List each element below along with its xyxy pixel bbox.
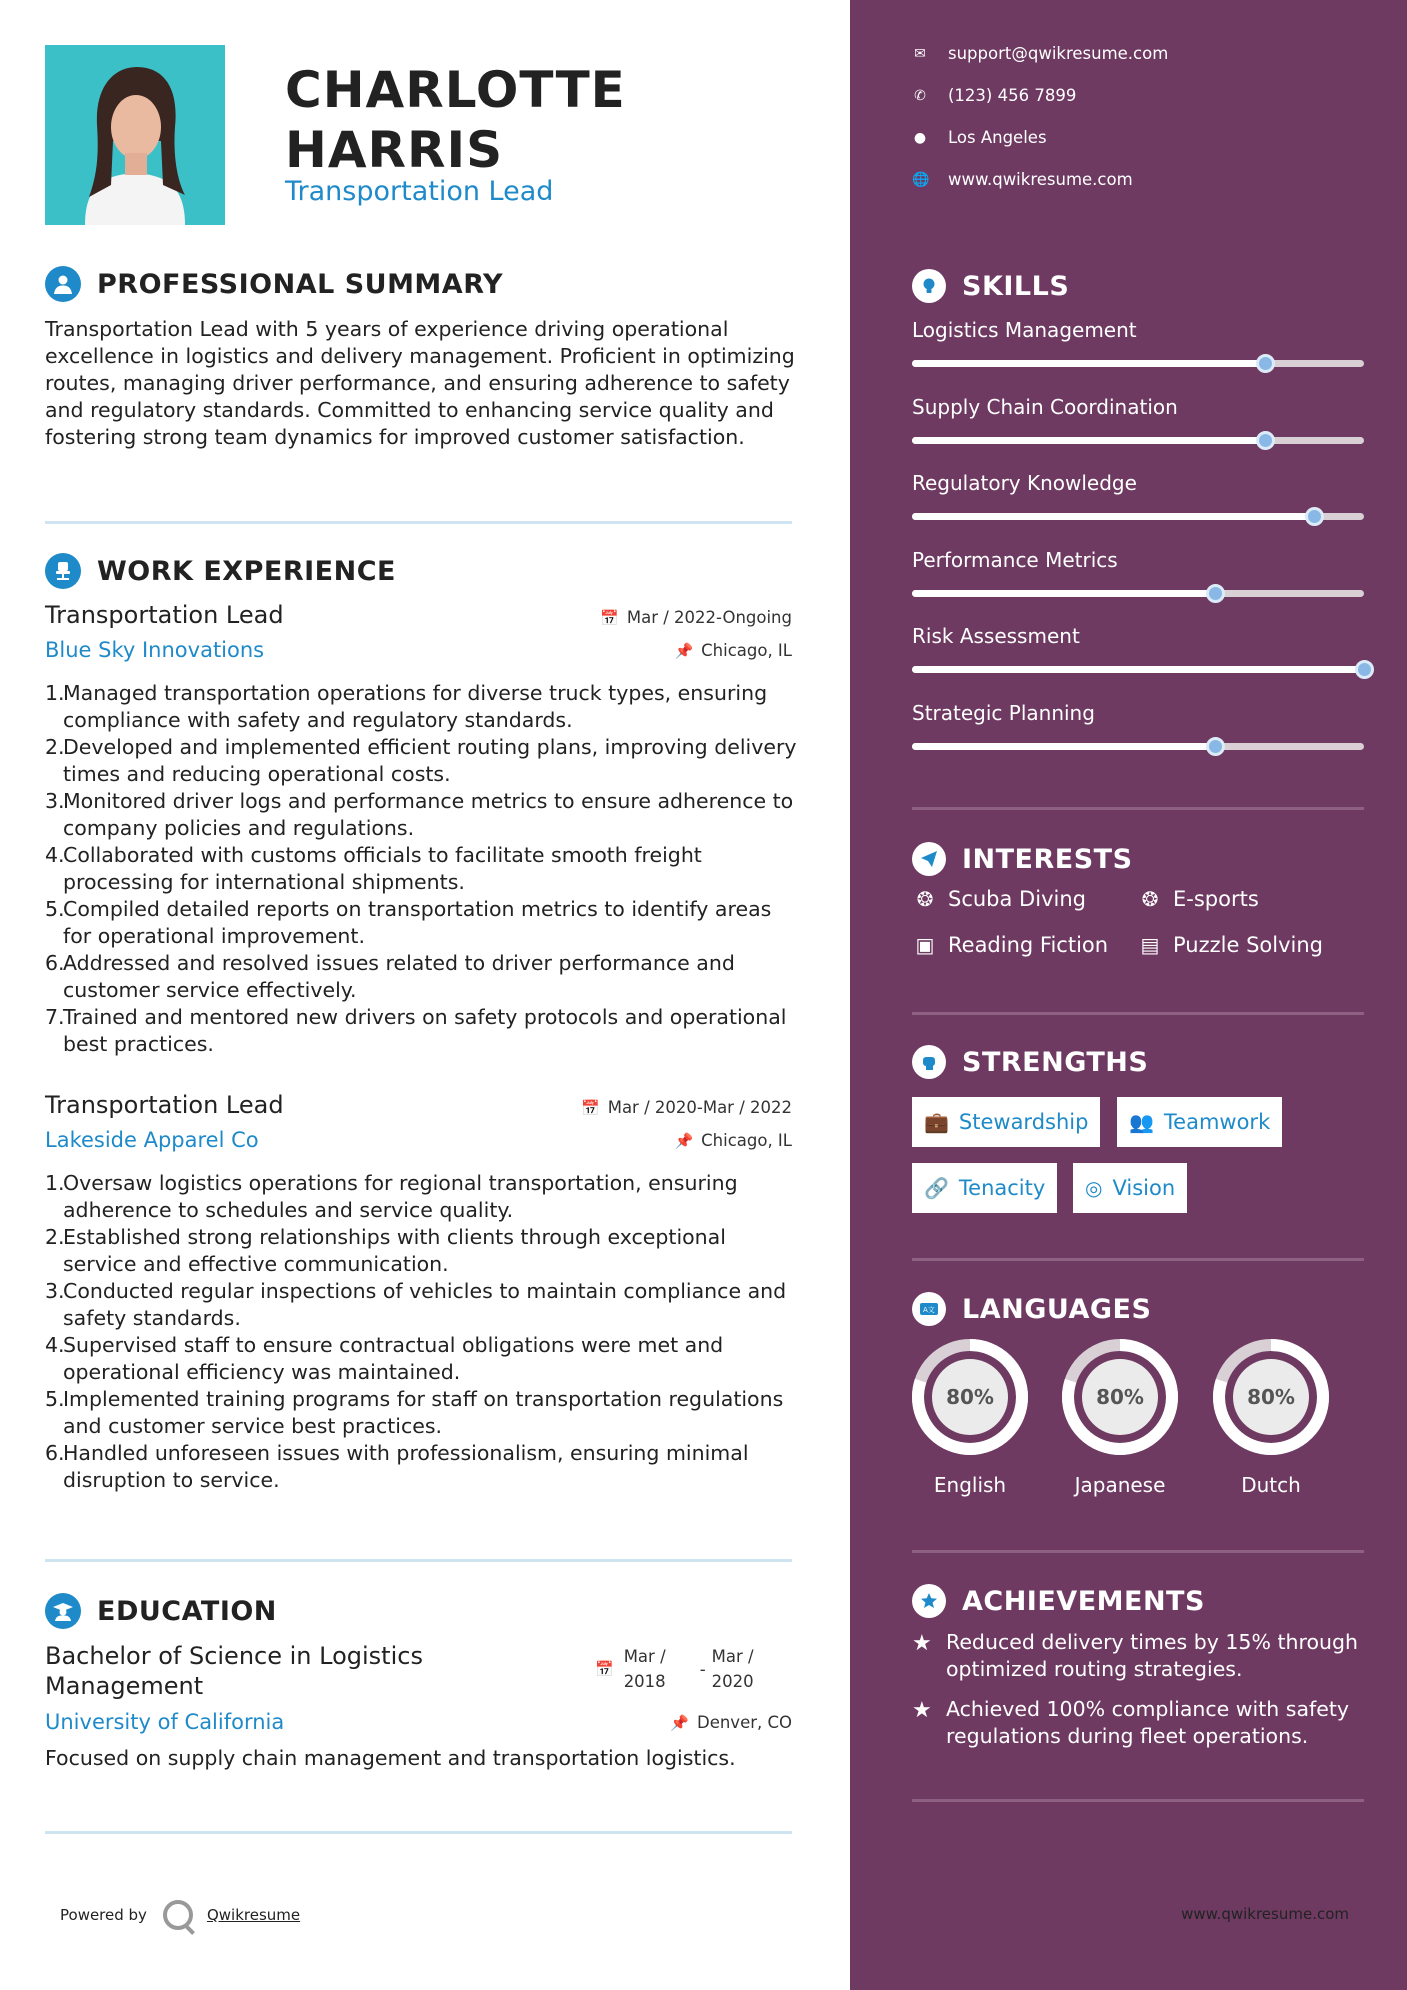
- language-item: [910, 1337, 1030, 1497]
- skill-bar-knob: [1256, 431, 1275, 450]
- language-name: Dutch: [1241, 1473, 1301, 1497]
- skills-title: SKILLS: [962, 270, 1070, 302]
- language-percent: 80%: [1247, 1385, 1295, 1409]
- strength-tag: ◎ Vision: [1073, 1163, 1187, 1213]
- education-description: Focused on supply chain management and transportation logistics.: [45, 1746, 736, 1770]
- education-title: EDUCATION: [97, 1595, 277, 1627]
- degree-line-1: Bachelor of Science in Logistics: [45, 1642, 423, 1670]
- briefcase-icon: 💼: [924, 1110, 949, 1134]
- lifebuoy-icon: ❂: [916, 887, 934, 911]
- summary-text: Transportation Lead with 5 years of experience driving operational excellence in logistics and delivery management. Proficient in optimizing routes, managing driver performance, and ensuring adherence to safety and regulatory standards. Committed to enhancing service quality and fostering strong team dynamics for improved customer satisfaction.: [45, 317, 795, 449]
- work-title: WORK EXPERIENCE: [97, 555, 396, 587]
- achievement-item: ★ Achieved 100% compliance with safety regulations during fleet operations.: [912, 1697, 1350, 1748]
- education-date: 📅 Mar / 2018 - Mar / 2020: [595, 1647, 754, 1691]
- skill-name: Regulatory Knowledge: [912, 471, 1137, 495]
- skill-bar: [912, 666, 1364, 673]
- section-divider: [45, 521, 792, 524]
- achievements-title: ACHIEVEMENTS: [962, 1585, 1205, 1617]
- pin-icon: 📌: [674, 1131, 694, 1150]
- skill-name: Risk Assessment: [912, 624, 1080, 648]
- name-line-2: HARRIS: [285, 121, 504, 179]
- strengths-title: STRENGTHS: [962, 1046, 1149, 1078]
- skill-bar-fill: [912, 513, 1314, 520]
- skill-bar-knob: [1355, 660, 1374, 679]
- binoculars-icon: ◎: [1085, 1176, 1103, 1200]
- summary-heading: [45, 266, 503, 302]
- calendar-icon: 📅: [581, 1098, 600, 1117]
- job-1-date: [600, 608, 792, 627]
- skill-bar-knob: [1206, 584, 1225, 603]
- job-2-title: Transportation Lead: [45, 1091, 284, 1119]
- skill-name: Supply Chain Coordination: [912, 395, 1178, 419]
- section-divider: [45, 1559, 792, 1562]
- profile-photo: [45, 45, 225, 225]
- list-item: 3. Monitored driver logs and performance metrics to ensure adherence to company policies and regulations.: [45, 789, 794, 840]
- star-icon: ★: [912, 1631, 932, 1656]
- skill-bar: [912, 743, 1364, 750]
- job-2-company: Lakeside Apparel Co: [45, 1128, 259, 1152]
- section-divider: [912, 1799, 1364, 1802]
- language-item: [1060, 1337, 1180, 1497]
- skill-bar-fill: [912, 590, 1215, 597]
- globe-icon: 🌐: [912, 171, 930, 188]
- users-icon: 👥: [1129, 1110, 1154, 1134]
- job-1-title: Transportation Lead: [45, 601, 284, 629]
- job-2-bullets: [45, 1170, 797, 1494]
- strength-tag: 👥 Teamwork: [1117, 1097, 1282, 1147]
- skill-bar-knob: [1206, 737, 1225, 756]
- degree-line-2: Management: [45, 1672, 204, 1700]
- star-icon: ★: [912, 1698, 932, 1723]
- list-item: 6. Handled unforeseen issues with professionalism, ensuring minimal disruption to service.: [45, 1441, 749, 1492]
- fist-icon: [912, 1045, 946, 1079]
- job-1-company: Blue Sky Innovations: [45, 638, 265, 662]
- skill-name: Strategic Planning: [912, 701, 1095, 725]
- language-percent: 80%: [946, 1385, 994, 1409]
- languages-heading: [912, 1292, 1151, 1326]
- candidate-name: [285, 60, 626, 180]
- contact-phone: ✆ (123) 456 7899: [912, 86, 1076, 105]
- qwikresume-logo-icon: [163, 1900, 193, 1930]
- book-icon: ▤: [1140, 933, 1160, 957]
- skill-bar: [912, 590, 1364, 597]
- contact-email[interactable]: ✉ support@qwikresume.com: [912, 44, 1168, 63]
- chair-icon: [45, 553, 81, 589]
- work-heading: [45, 553, 396, 589]
- section-divider: [45, 1831, 792, 1834]
- list-item: 2. Developed and implemented efficient routing plans, improving delivery times and reducing operational costs.: [45, 735, 797, 786]
- language-name: Japanese: [1074, 1473, 1166, 1497]
- achievements-heading: [912, 1584, 1205, 1618]
- interests-heading: [912, 842, 1133, 876]
- contact-website[interactable]: 🌐 www.qwikresume.com: [912, 170, 1133, 189]
- skills-heading: [912, 269, 1069, 303]
- list-item: 4. Supervised staff to ensure contractual obligations were met and operational efficiency was maintained.: [45, 1333, 724, 1384]
- footer-website[interactable]: www.qwikresume.com: [1181, 1905, 1349, 1923]
- job-2-location: [674, 1131, 792, 1150]
- job-1-location-text: Chicago, IL: [701, 641, 792, 660]
- strengths-heading: [912, 1045, 1148, 1079]
- interest-item: ▤ Puzzle Solving: [1137, 933, 1323, 957]
- list-item: 5. Implemented training programs for staff on transportation regulations and customer service best practices.: [45, 1387, 784, 1438]
- skill-bar-fill: [912, 437, 1265, 444]
- skill-name: Performance Metrics: [912, 548, 1118, 572]
- contact-location: ● Los Angeles: [913, 128, 1047, 147]
- pin-icon: 📌: [674, 641, 694, 660]
- list-item: 3. Conducted regular inspections of vehicles to maintain compliance and safety standards.: [45, 1279, 787, 1330]
- skill-bar: [912, 360, 1364, 367]
- pin-icon: 📌: [670, 1713, 689, 1732]
- lifebuoy-icon: ❂: [1141, 887, 1159, 911]
- list-item: 4. Collaborated with customs officials to facilitate smooth freight processing for international shipments.: [45, 843, 702, 894]
- gamepad-icon: ▣: [915, 933, 935, 957]
- envelope-icon: ✉: [914, 45, 926, 62]
- language-percent: 80%: [1096, 1385, 1144, 1409]
- job-2-location-text: Chicago, IL: [701, 1131, 792, 1150]
- job-2-date-text: Mar / 2020-Mar / 2022: [607, 1098, 792, 1117]
- list-item: 6. Addressed and resolved issues related to driver performance and customer service effectively.: [45, 951, 735, 1002]
- school: University of California: [45, 1710, 285, 1734]
- job-2-date: [581, 1098, 792, 1117]
- list-item: 7. Trained and mentored new drivers on safety protocols and operational best practices.: [45, 1005, 787, 1056]
- job-1-location: [674, 641, 792, 660]
- education-heading: [45, 1593, 277, 1629]
- skill-bar-fill: [912, 360, 1265, 367]
- star-badge-icon: [912, 1584, 946, 1618]
- interest-item: ❂ E-sports: [1137, 887, 1259, 911]
- interests-title: INTERESTS: [962, 843, 1133, 875]
- calendar-icon: 📅: [595, 1660, 614, 1678]
- user-icon: [45, 266, 81, 302]
- list-item: 1. Managed transportation operations for diverse truck types, ensuring compliance with safety and regulatory standards.: [45, 681, 768, 732]
- summary-title: PROFESSIONAL SUMMARY: [97, 268, 504, 300]
- paper-plane-icon: [912, 842, 946, 876]
- language-donut: [1211, 1337, 1331, 1457]
- degree: [45, 1641, 423, 1701]
- skill-name: Logistics Management: [912, 318, 1137, 342]
- name-line-1: CHARLOTTE: [285, 61, 626, 119]
- powered-by-text: Powered by: [60, 1906, 147, 1924]
- powered-by: [60, 1900, 300, 1930]
- list-item: 2. Established strong relationships with clients through exceptional service and effective communication.: [45, 1225, 726, 1276]
- section-divider: [912, 1550, 1364, 1553]
- calendar-icon: 📅: [600, 608, 619, 627]
- section-divider: [912, 807, 1364, 810]
- language-name: English: [933, 1473, 1007, 1497]
- job-1-bullets: [45, 680, 797, 1058]
- skill-bar-fill: [912, 743, 1215, 750]
- job-1-date-text: Mar / 2022-Ongoing: [626, 608, 792, 627]
- education-location: [670, 1713, 792, 1732]
- achievement-item: ★ Reduced delivery times by 15% through optimized routing strategies.: [912, 1630, 1358, 1681]
- list-item: 1. Oversaw logistics operations for regional transportation, ensuring adherence to schedules and service quality.: [45, 1171, 738, 1222]
- interest-item: ❂ Scuba Diving: [912, 887, 1086, 911]
- phone-icon: ✆: [914, 87, 926, 104]
- skill-bar-knob: [1256, 354, 1275, 373]
- interest-item: ▣ Reading Fiction: [912, 933, 1108, 957]
- education-location-text: Denver, CO: [696, 1713, 792, 1732]
- language-donut: [910, 1337, 1030, 1457]
- languages-title: LANGUAGES: [962, 1293, 1152, 1325]
- svg-text:A文: A文: [923, 1306, 935, 1314]
- link-icon: 🔗: [924, 1176, 949, 1200]
- translate-icon: [912, 1292, 946, 1326]
- strength-tag: 🔗 Tenacity: [912, 1163, 1057, 1213]
- section-divider: [912, 1012, 1364, 1015]
- lightbulb-icon: [912, 269, 946, 303]
- candidate-title: Transportation Lead: [285, 176, 554, 207]
- skill-bar-fill: [912, 666, 1364, 673]
- location-icon: ●: [913, 129, 927, 146]
- strength-tag: 💼 Stewardship: [912, 1097, 1100, 1147]
- list-item: 5. Compiled detailed reports on transportation metrics to identify areas for operational improvement.: [45, 897, 772, 948]
- skill-bar: [912, 437, 1364, 444]
- language-item: [1211, 1337, 1331, 1497]
- brand-link[interactable]: Qwikresume: [206, 1906, 301, 1924]
- graduate-icon: [45, 1593, 81, 1629]
- skill-bar: [912, 513, 1364, 520]
- section-divider: [912, 1258, 1364, 1261]
- language-donut: [1060, 1337, 1180, 1457]
